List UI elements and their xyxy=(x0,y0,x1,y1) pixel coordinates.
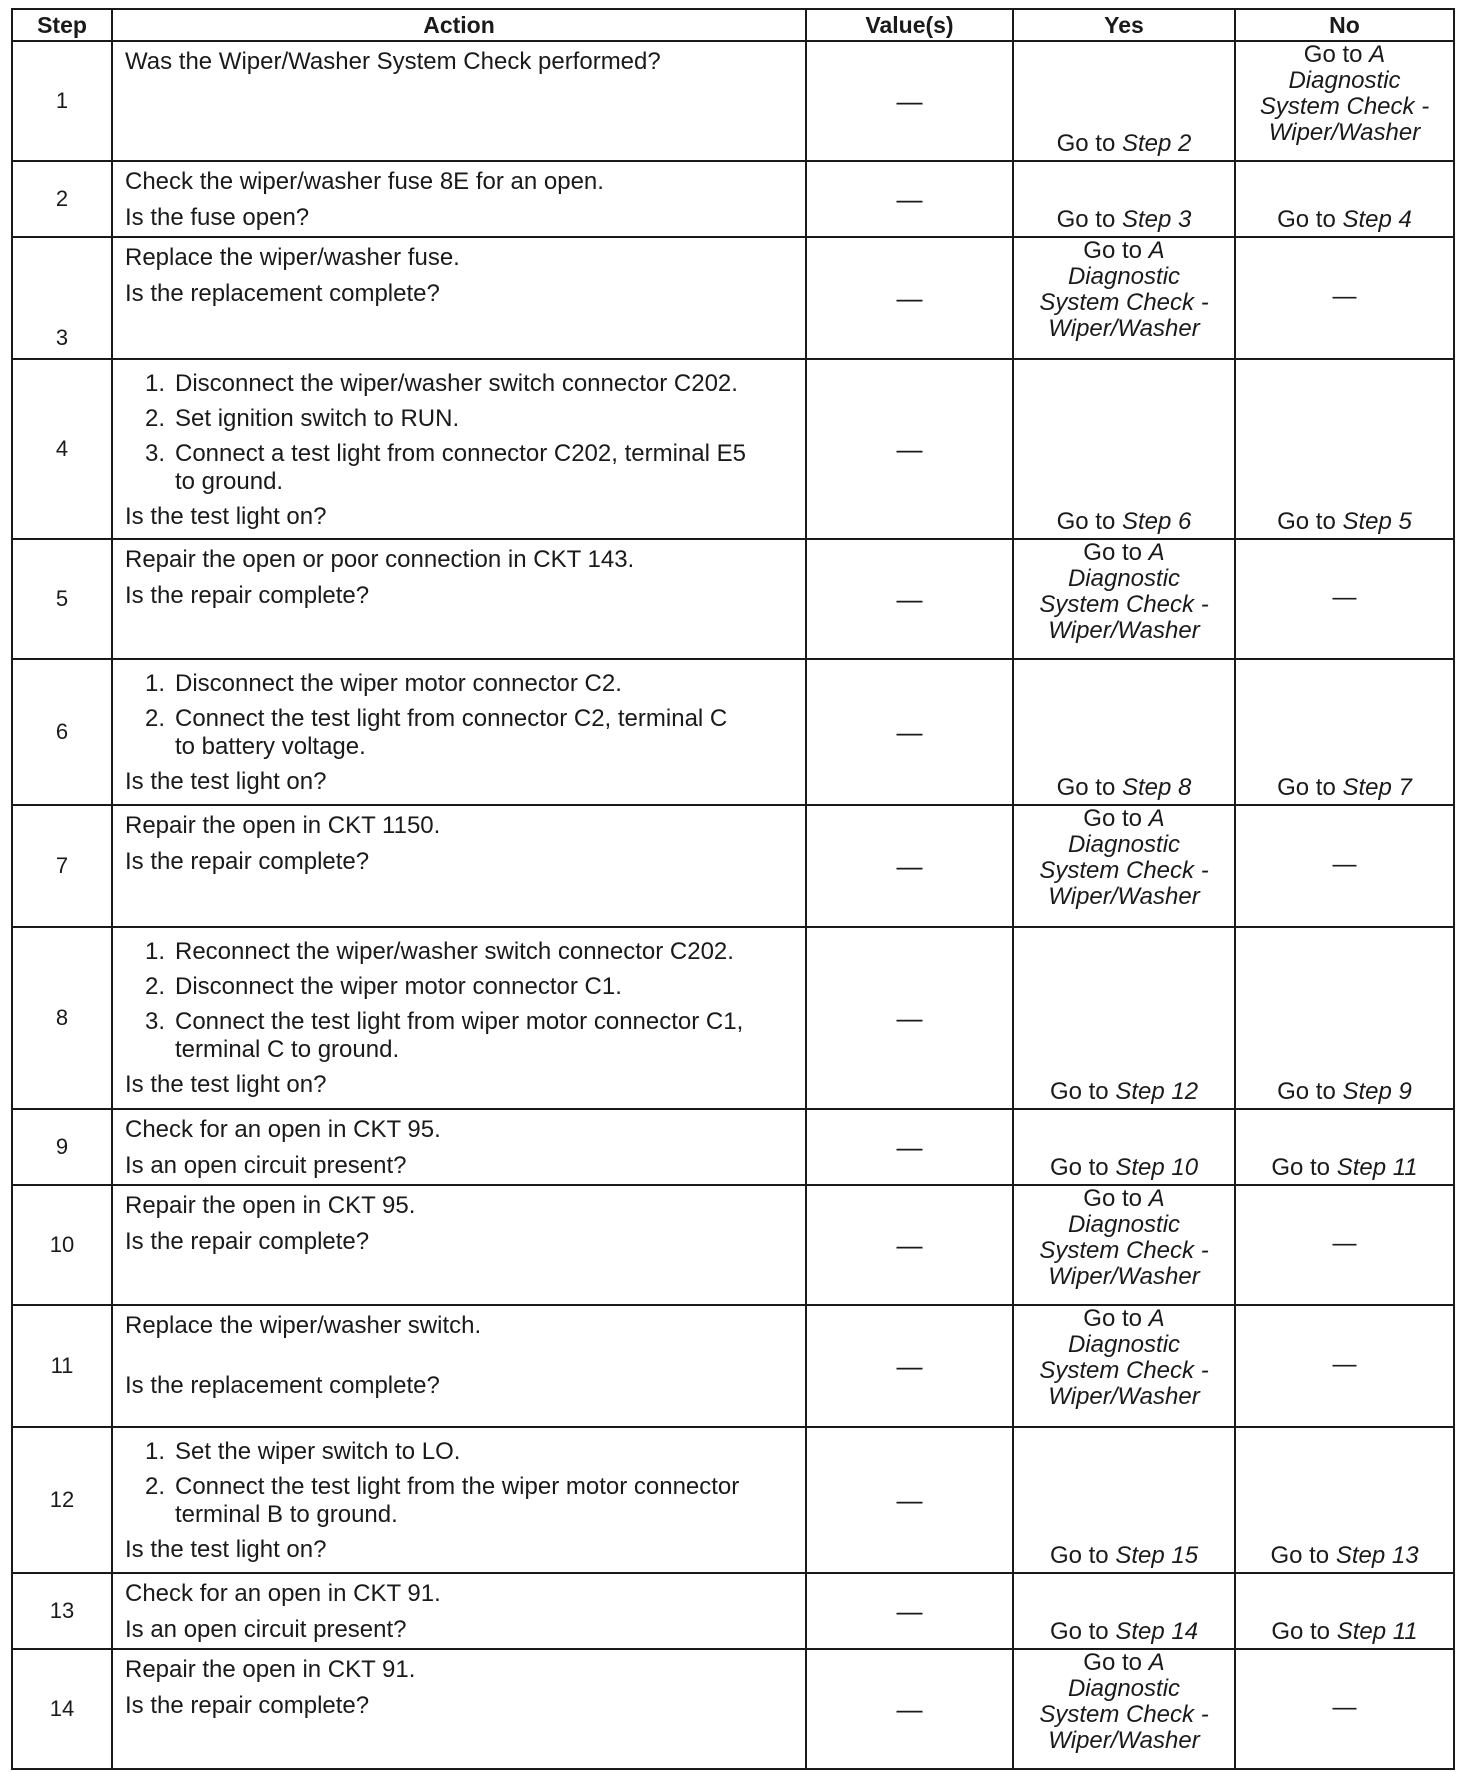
action-cell xyxy=(112,659,806,805)
no-cell: Go to Step 4 xyxy=(1235,161,1454,237)
action-text: Repair the open or poor connection in CKT 143. xyxy=(125,546,635,573)
value-cell: — xyxy=(806,161,1013,237)
table-row xyxy=(12,161,1454,237)
table-row xyxy=(12,237,1454,359)
list-item: 1. Disconnect the wiper motor connector C2. xyxy=(145,670,622,697)
no-cell: Go to Step 9 xyxy=(1235,927,1454,1109)
list-item: 2. Disconnect the wiper motor connector C1. xyxy=(145,973,622,1000)
step-number: 14 xyxy=(12,1649,112,1769)
action-cell xyxy=(112,1305,806,1427)
action-question: Is an open circuit present? xyxy=(125,1616,407,1643)
action-steps-list xyxy=(125,938,797,1064)
step-number: 1 xyxy=(12,41,112,161)
header-action: Action xyxy=(112,9,806,41)
action-cell xyxy=(112,927,806,1109)
action-text: Replace the wiper/washer switch. xyxy=(125,1312,482,1339)
list-item: 3. Connect the test light from wiper motor connector C1, terminal C to ground. xyxy=(145,1008,744,1063)
step-number: 4 xyxy=(12,359,112,539)
action-text: Replace the wiper/washer fuse. xyxy=(125,244,460,271)
no-cell: Go to Step 13 xyxy=(1235,1427,1454,1573)
yes-cell: Go to Step 3 xyxy=(1013,161,1235,237)
action-cell xyxy=(112,1573,806,1649)
value-cell: — xyxy=(806,1109,1013,1185)
header-row xyxy=(12,9,1454,41)
value-cell: — xyxy=(806,805,1013,927)
action-text: Repair the open in CKT 1150. xyxy=(125,812,441,839)
action-question: Is the test light on? xyxy=(125,503,327,530)
action-cell xyxy=(112,41,806,161)
action-question: Is the repair complete? xyxy=(125,582,370,609)
table-row xyxy=(12,1185,1454,1305)
list-item: 1. Set the wiper switch to LO. xyxy=(145,1438,461,1465)
step-number: 8 xyxy=(12,927,112,1109)
yes-diagnostic-block: Go to A Diagnostic System Check - Wiper/Washer xyxy=(1039,805,1209,910)
yes-cell xyxy=(1013,539,1235,659)
header-step: Step xyxy=(12,9,112,41)
step-number: 7 xyxy=(12,805,112,927)
no-cell: — xyxy=(1235,805,1454,927)
action-text: Repair the open in CKT 95. xyxy=(125,1192,416,1219)
no-cell: — xyxy=(1235,539,1454,659)
step-number: 13 xyxy=(12,1573,112,1649)
step-number: 6 xyxy=(12,659,112,805)
yes-diagnostic-block: Go to A Diagnostic System Check - Wiper/Washer xyxy=(1039,1305,1209,1410)
yes-cell xyxy=(1013,1305,1235,1427)
no-diagnostic-block: Go to A Diagnostic System Check - Wiper/Washer xyxy=(1259,41,1430,146)
action-question: Is the test light on? xyxy=(125,1071,327,1098)
no-cell: — xyxy=(1235,1305,1454,1427)
value-cell: — xyxy=(806,1427,1013,1573)
step-number: 3 xyxy=(12,237,112,359)
yes-goto: Go to Step 2 xyxy=(1056,130,1192,157)
action-cell xyxy=(112,1185,806,1305)
action-cell xyxy=(112,1109,806,1185)
value-cell: — xyxy=(806,1185,1013,1305)
no-cell: Go to Step 11 xyxy=(1235,1573,1454,1649)
list-item: 2. Connect the test light from connector C2, terminal C to battery voltage. xyxy=(145,705,728,760)
table-row xyxy=(12,539,1454,659)
yes-cell xyxy=(1013,41,1235,161)
yes-cell xyxy=(1013,1649,1235,1769)
action-cell xyxy=(112,539,806,659)
yes-diagnostic-block: Go to A Diagnostic System Check - Wiper/Washer xyxy=(1039,1185,1209,1290)
action-question: Is the repair complete? xyxy=(125,1692,370,1719)
no-cell: — xyxy=(1235,1185,1454,1305)
action-cell xyxy=(112,161,806,237)
yes-diagnostic-block: Go to A Diagnostic System Check - Wiper/Washer xyxy=(1039,539,1209,644)
action-question: Is the repair complete? xyxy=(125,1228,370,1255)
table-row xyxy=(12,1573,1454,1649)
action-question: Is the replacement complete? xyxy=(125,1372,440,1399)
step-number: 10 xyxy=(12,1185,112,1305)
header-values: Value(s) xyxy=(806,9,1013,41)
action-cell xyxy=(112,359,806,539)
step-number: 11 xyxy=(12,1305,112,1427)
no-cell: Go to Step 11 xyxy=(1235,1109,1454,1185)
action-cell xyxy=(112,1427,806,1573)
yes-cell: Go to Step 10 xyxy=(1013,1109,1235,1185)
list-item: 1. Disconnect the wiper/washer switch connector C202. xyxy=(145,370,738,397)
yes-cell: Go to Step 12 xyxy=(1013,927,1235,1109)
table-row xyxy=(12,1649,1454,1769)
action-steps-list xyxy=(125,1438,797,1529)
no-cell: — xyxy=(1235,1649,1454,1769)
action-question: Is the test light on? xyxy=(125,768,327,795)
step-number: 5 xyxy=(12,539,112,659)
list-item: 1. Reconnect the wiper/washer switch connector C202. xyxy=(145,938,734,965)
no-cell: Go to Step 5 xyxy=(1235,359,1454,539)
value-cell: — xyxy=(806,1305,1013,1427)
table-row xyxy=(12,927,1454,1109)
yes-cell: Go to Step 15 xyxy=(1013,1427,1235,1573)
no-cell xyxy=(1235,41,1454,161)
action-cell xyxy=(112,805,806,927)
value-cell: — xyxy=(806,659,1013,805)
list-item: 2. Set ignition switch to RUN. xyxy=(145,405,460,432)
action-steps-list xyxy=(125,370,797,496)
yes-diagnostic-block: Go to A Diagnostic System Check - Wiper/Washer xyxy=(1039,1649,1209,1754)
header-no: No xyxy=(1235,9,1454,41)
action-text: Repair the open in CKT 91. xyxy=(125,1656,416,1683)
value-cell: — xyxy=(806,237,1013,359)
value-cell: — xyxy=(806,927,1013,1109)
yes-cell: Go to Step 8 xyxy=(1013,659,1235,805)
action-question: Is an open circuit present? xyxy=(125,1152,407,1179)
yes-cell: Go to Step 14 xyxy=(1013,1573,1235,1649)
value-cell: — xyxy=(806,1573,1013,1649)
action-question: Is the fuse open? xyxy=(125,204,310,231)
action-question: Is the repair complete? xyxy=(125,848,370,875)
step-number: 12 xyxy=(12,1427,112,1573)
value-cell: — xyxy=(806,539,1013,659)
table-row xyxy=(12,1109,1454,1185)
table-row xyxy=(12,659,1454,805)
header-yes: Yes xyxy=(1013,9,1235,41)
no-cell: — xyxy=(1235,237,1454,359)
no-cell: Go to Step 7 xyxy=(1235,659,1454,805)
table-row xyxy=(12,805,1454,927)
value-cell: — xyxy=(806,41,1013,161)
action-text: Was the Wiper/Washer System Check performed? xyxy=(125,48,661,75)
yes-cell: Go to Step 6 xyxy=(1013,359,1235,539)
yes-cell xyxy=(1013,237,1235,359)
step-number: 9 xyxy=(12,1109,112,1185)
action-question: Is the replacement complete? xyxy=(125,280,440,307)
step-number: 2 xyxy=(12,161,112,237)
action-text: Check the wiper/washer fuse 8E for an open. xyxy=(125,168,604,195)
table-row xyxy=(12,359,1454,539)
diagnostic-table-sheet xyxy=(11,8,1455,1770)
list-item: 2. Connect the test light from the wiper motor connector terminal B to ground. xyxy=(145,1473,740,1528)
diagnostic-table xyxy=(11,8,1455,1770)
action-question: Is the test light on? xyxy=(125,1536,327,1563)
value-cell: — xyxy=(806,1649,1013,1769)
action-text: Check for an open in CKT 95. xyxy=(125,1116,441,1143)
action-text: Check for an open in CKT 91. xyxy=(125,1580,441,1607)
yes-cell xyxy=(1013,1185,1235,1305)
table-row xyxy=(12,1305,1454,1427)
list-item: 3. Connect a test light from connector C202, terminal E5 to ground. xyxy=(145,440,746,495)
yes-cell xyxy=(1013,805,1235,927)
action-cell xyxy=(112,237,806,359)
action-steps-list xyxy=(125,670,797,761)
value-cell: — xyxy=(806,359,1013,539)
table-row xyxy=(12,41,1454,161)
action-cell xyxy=(112,1649,806,1769)
table-row xyxy=(12,1427,1454,1573)
yes-diagnostic-block: Go to A Diagnostic System Check - Wiper/Washer xyxy=(1039,237,1209,342)
